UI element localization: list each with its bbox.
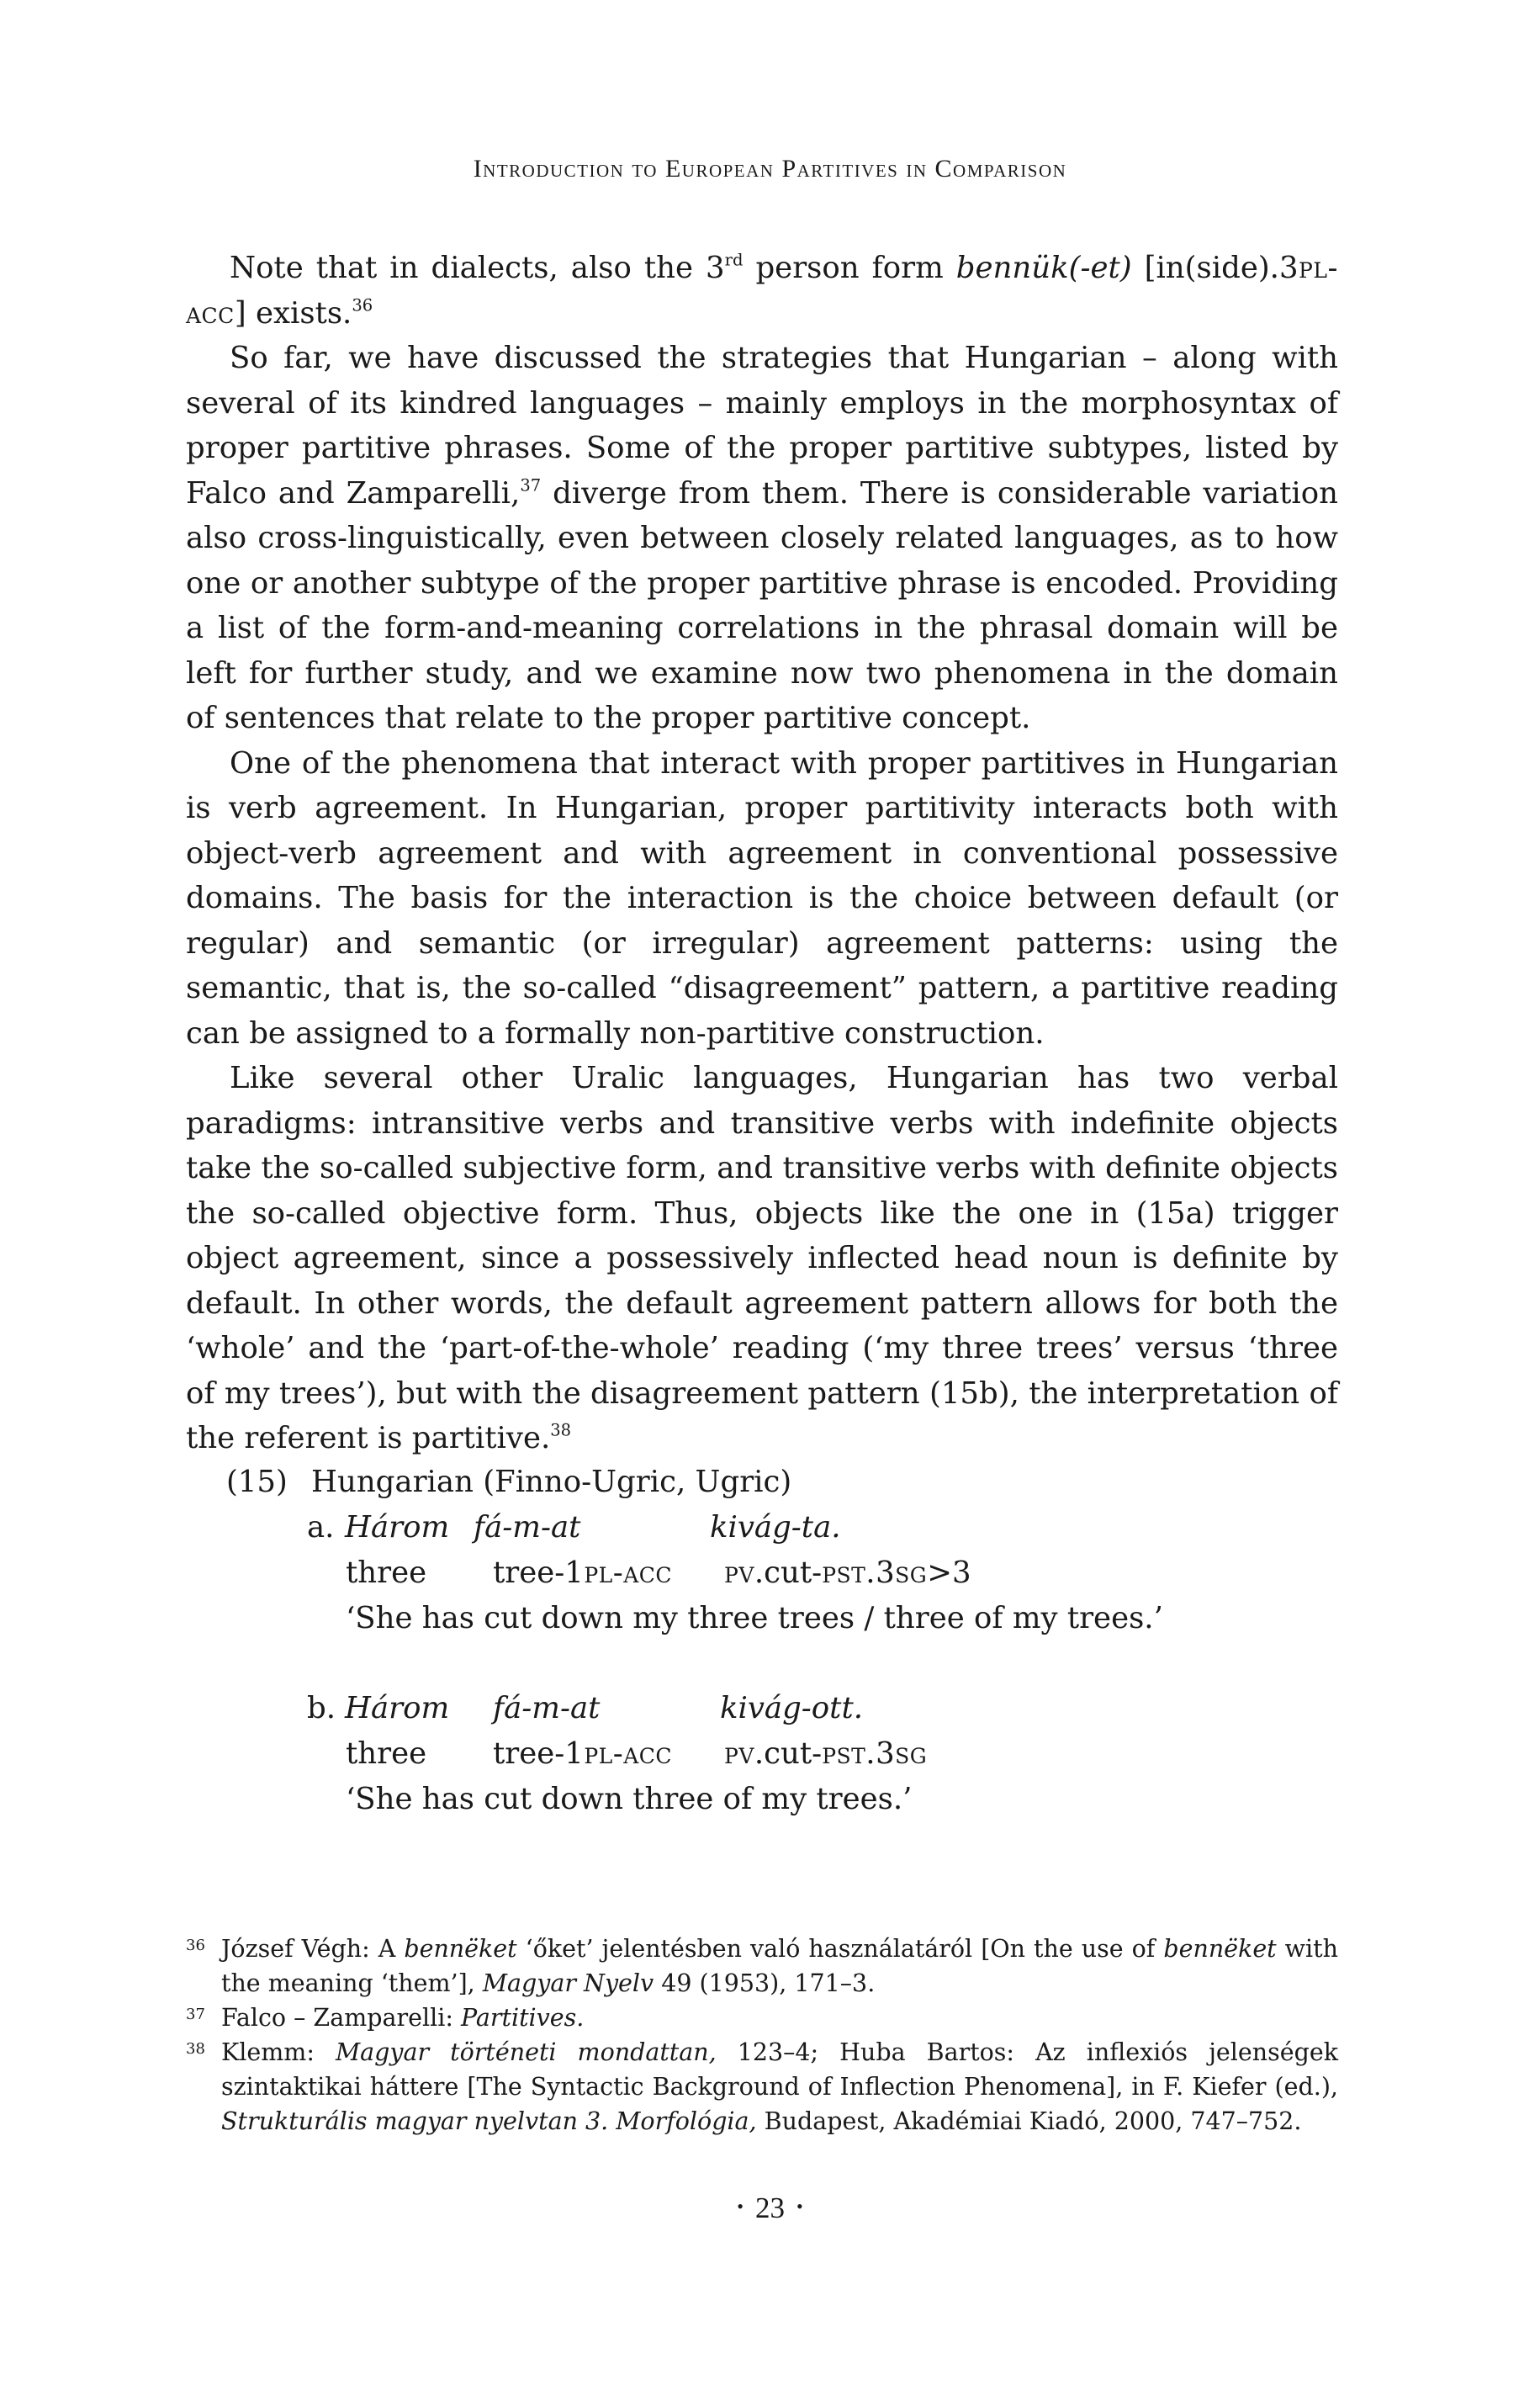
- object-word: fá-m-at: [493, 1691, 601, 1725]
- object-word: Három: [345, 1510, 450, 1545]
- example-language: Hungarian (Finno-Ugric, Ugric): [311, 1465, 792, 1499]
- example-label: a.: [307, 1510, 335, 1545]
- footnote-ref[interactable]: 38: [550, 1420, 572, 1440]
- footnote-37: [186, 2001, 1338, 2035]
- text-run: ‘őket’ jelentésben való használatáról [On the use of: [516, 1935, 1164, 1963]
- text-run: 123–4; Huba Bartos: Az inflexiós jelenségek szintaktikai háttere [The Syntactic Background of Inflection Phenomena], in F. Kiefer (ed.),: [221, 2038, 1339, 2101]
- text-run: with the meaning ‘them’],: [221, 1935, 1338, 1997]
- example-a-translation: [186, 1601, 1363, 1646]
- paragraph-4: [186, 1056, 1338, 1461]
- example-number: (15): [226, 1465, 288, 1499]
- text-run: Like several other Uralic languages, Hungarian has two verbal paradigms: intransitive verbs and transitive verbs with indefinite objects take the so-called subjective form, and transitive verbs with definite objects the so-called objective form. Thus, objects like the one in (15a) trigger object agreement, since a possessively inflected head noun is definite by default. In other words, the default agreement pattern allows for both the ‘whole’ and the ‘part-of-the-whole’ reading (‘my three trees’ versus ‘three of my trees’), but with the disagreement pattern (15b), the interpretation of the referent is partitive.: [186, 1061, 1338, 1455]
- example-b-words: [186, 1691, 1363, 1736]
- gloss-small-caps: pst.3sg: [822, 1736, 928, 1771]
- text-run: So far, we have discussed the strategies that Hungarian – along with several of its kindred languages – mainly employs in the morphosyntax of proper partitive phrases. Some of the proper partitive subtypes, listed by Falco and Zamparelli,: [186, 341, 1338, 511]
- gloss-text: tree-: [493, 1736, 565, 1771]
- italic-term: bennëket: [404, 1935, 517, 1963]
- text-run: [in(side).: [1131, 251, 1279, 285]
- footnote-38: [186, 2035, 1338, 2139]
- footnote-36: [186, 1932, 1338, 2001]
- body-text: [186, 246, 1338, 1461]
- text-run: Budapest, Akadémiai Kiadó, 2000, 747–752.: [756, 2107, 1302, 2135]
- page-number-footer: [0, 2192, 1540, 2225]
- gloss-word: [724, 1736, 927, 1771]
- gloss-small-caps: 3pl-acc: [186, 251, 1338, 331]
- gloss-word: [493, 1736, 672, 1771]
- gloss-word: [493, 1556, 672, 1590]
- gloss-word: three: [346, 1736, 427, 1771]
- text-run: person form: [743, 251, 956, 285]
- example-a-gloss: [186, 1556, 1363, 1601]
- example-label: b.: [307, 1691, 336, 1725]
- text-run: Falco – Zamparelli:: [221, 2004, 461, 2032]
- book-title: Magyar történeti mondattan,: [335, 2038, 717, 2066]
- example-a-words: [186, 1510, 1363, 1556]
- footnotes: [186, 1932, 1338, 2139]
- text-run: József Végh: A: [221, 1935, 405, 1963]
- book-title: Strukturális magyar nyelvtan 3. Morfológia,: [221, 2107, 757, 2135]
- text-run: diverge from them. There is considerable variation also cross-linguistically, even between closely related languages, as to how one or another subtype of the proper partitive phrase is encoded. Providing a list of the form-and-meaning correlations in the phrasal domain will be left for further study, and we examine now two phenomena in the domain of sentences that relate to the proper partitive concept.: [186, 475, 1338, 735]
- italic-term: bennük(-et): [955, 251, 1132, 285]
- verb-word: kivág-ta.: [710, 1510, 841, 1545]
- paragraph-2: [186, 336, 1338, 741]
- ordinal-superscript: rd: [724, 250, 744, 270]
- gloss-word: three: [346, 1556, 427, 1590]
- gloss-small-caps: pv: [724, 1556, 754, 1590]
- text-run: Note that in dialects, also the 3: [230, 251, 725, 285]
- paragraph-1: [186, 246, 1338, 336]
- book-title: Partitives.: [461, 2004, 585, 2032]
- gloss-small-caps: 1pl-acc: [564, 1736, 673, 1771]
- example-header: [186, 1465, 1363, 1510]
- footnote-number: 38: [186, 2040, 205, 2058]
- text-run: Klemm:: [221, 2038, 336, 2066]
- gloss-text: .cut-: [754, 1736, 823, 1771]
- journal-title: Magyar Nyelv: [482, 1969, 654, 1997]
- page-number: 23: [755, 2192, 785, 2224]
- gloss-small-caps: 1pl-acc: [564, 1556, 673, 1590]
- running-head: Introduction to European Partitives in Comparison: [473, 155, 1067, 183]
- example-b-gloss: [186, 1736, 1363, 1782]
- footnote-number: 36: [186, 1937, 205, 1954]
- example-b-translation: [186, 1782, 1363, 1827]
- bullet-icon: •: [737, 2196, 744, 2217]
- text-run: ] exists.: [234, 295, 352, 331]
- text-run: 49 (1953), 171–3.: [654, 1969, 876, 1997]
- footnote-number: 37: [186, 2006, 205, 2023]
- footnote-ref[interactable]: 37: [520, 474, 542, 495]
- translation: ‘She has cut down my three trees / three of my trees.’: [346, 1601, 1163, 1635]
- example-15: [186, 1465, 1363, 1827]
- gloss-text: .cut-: [754, 1556, 823, 1590]
- gloss-word: [724, 1556, 971, 1590]
- paragraph-3: One of the phenomena that interact with proper partitives in Hungarian is verb agreement. In Hungarian, proper partitivity interacts both with object-verb agreement and with agreement in conventional possessive domains. The basis for the interaction is the choice between default (or regular) and semantic (or irregular) agreement patterns: using the semantic, that is, the so-called “disagreement” pattern, a partitive reading can be assigned to a formally non-partitive construction.: [186, 745, 1338, 1051]
- footnote-ref[interactable]: 36: [352, 294, 373, 315]
- translation: ‘She has cut down three of my trees.’: [346, 1782, 913, 1816]
- gloss-small-caps: pst.3sg: [822, 1556, 928, 1590]
- object-word: Három: [345, 1691, 450, 1725]
- gloss-text: tree-: [493, 1556, 565, 1590]
- object-word: fá-m-at: [474, 1510, 581, 1545]
- verb-word: kivág-ott.: [720, 1691, 863, 1725]
- italic-term: bennëket: [1163, 1935, 1277, 1963]
- gloss-small-caps: pv: [724, 1736, 754, 1771]
- bullet-icon: •: [796, 2196, 803, 2217]
- gloss-text: >3: [927, 1556, 971, 1590]
